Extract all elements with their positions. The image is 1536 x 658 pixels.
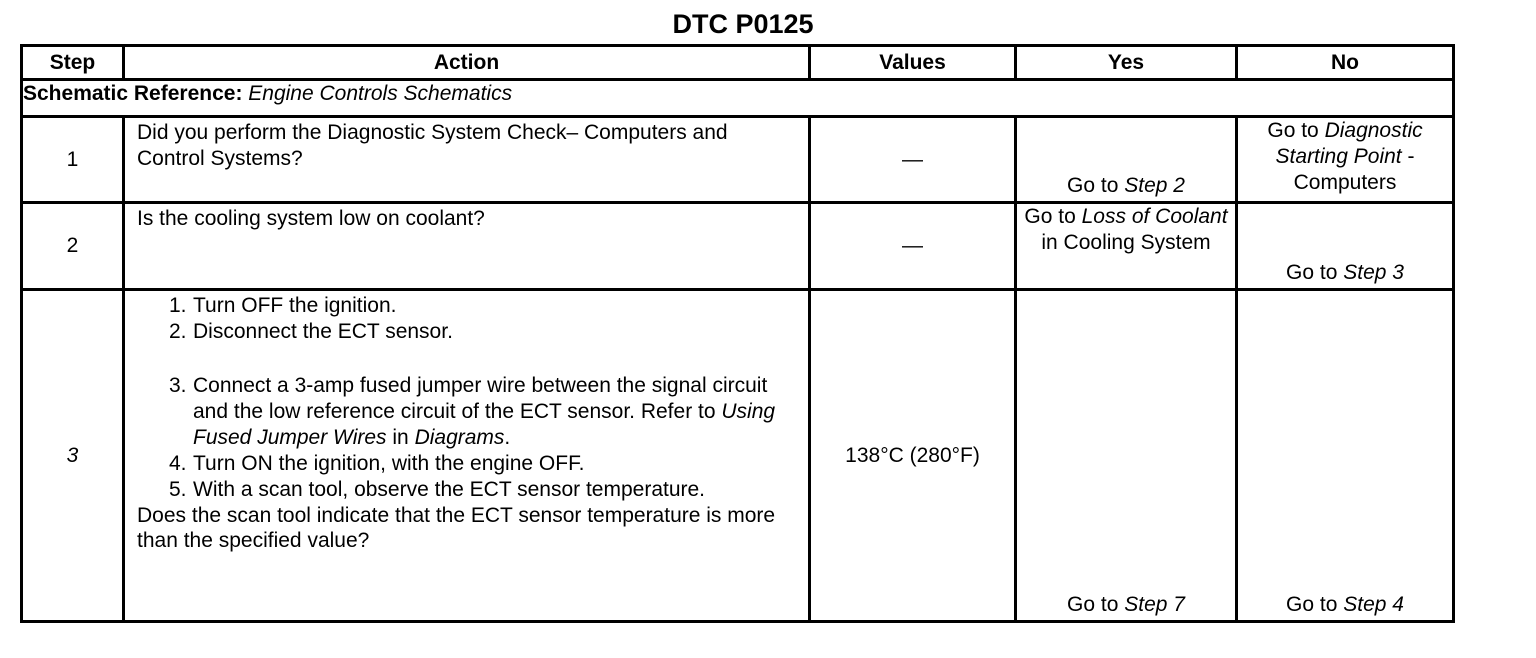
action-text: Is the cooling system low on coolant? <box>124 203 810 290</box>
step-number: 2 <box>22 203 124 290</box>
schematic-reference <box>22 80 1454 117</box>
yes-link-loss-of-coolant[interactable]: Loss of Coolant <box>1081 205 1228 228</box>
substep-text: . <box>504 426 511 449</box>
header-step: Step <box>22 46 124 80</box>
header-yes: Yes <box>1016 46 1237 80</box>
diagnostic-table <box>20 44 1455 623</box>
schematic-reference-label: Schematic Reference: <box>23 82 243 105</box>
no-cell <box>1237 203 1454 290</box>
yes-text: Go to <box>1024 205 1082 228</box>
yes-cell <box>1016 203 1237 290</box>
no-text-suffix: - Computers <box>1293 145 1415 194</box>
link-using-fused-jumper-wires[interactable]: Using Fused Jumper Wires <box>193 400 776 449</box>
table-row <box>22 203 1454 290</box>
yes-cell <box>1016 290 1237 622</box>
substep-item <box>157 373 798 451</box>
spacer <box>157 345 798 373</box>
substep-text: Connect a 3-amp fused jumper wire between the signal circuit and the low reference circuit of the ECT sensor. Refer to <box>193 374 768 423</box>
values-cell: — <box>810 117 1016 203</box>
action-cell <box>124 290 810 622</box>
no-step-link[interactable]: Step 4 <box>1343 593 1404 616</box>
substep-item <box>157 293 798 319</box>
header-values: Values <box>810 46 1016 80</box>
document-title: DTC P0125 <box>672 9 814 39</box>
step-number: 3 <box>22 290 124 622</box>
no-text: Go to <box>1286 593 1344 616</box>
values-cell: — <box>810 203 1016 290</box>
no-text: Go to <box>1267 119 1325 142</box>
substep-item <box>157 319 798 345</box>
yes-text: Go to <box>1067 593 1125 616</box>
yes-step-link[interactable]: Step 7 <box>1124 593 1185 616</box>
substep-number: 4. <box>169 452 187 475</box>
no-link-diagnostic-starting-point[interactable]: Diagnostic Starting Point <box>1275 119 1423 168</box>
substep-text: in <box>386 426 415 449</box>
substep-item <box>157 477 798 503</box>
yes-text-suffix: in Cooling System <box>1041 231 1211 254</box>
schematic-reference-value: Engine Controls Schematics <box>248 82 513 105</box>
header-action: Action <box>124 46 810 80</box>
link-diagrams[interactable]: Diagrams <box>414 426 505 449</box>
substep-item <box>157 451 798 477</box>
table-row <box>22 290 1454 622</box>
table-row <box>22 117 1454 203</box>
substep-number: 3. <box>169 374 187 397</box>
no-cell <box>1237 290 1454 622</box>
substep-text: Turn OFF the ignition. <box>193 294 397 317</box>
substep-text: Disconnect the ECT sensor. <box>193 320 453 343</box>
substep-number: 2. <box>169 320 187 343</box>
substep-text: With a scan tool, observe the ECT sensor temperature. <box>193 478 706 501</box>
no-step-link[interactable]: Step 3 <box>1343 261 1404 284</box>
action-text: Did you perform the Diagnostic System Check– Computers and Control Systems? <box>124 117 810 203</box>
substep-number: 5. <box>169 478 187 501</box>
header-no: No <box>1237 46 1454 80</box>
table-header-row <box>22 46 1454 80</box>
substep-number: 1. <box>169 294 187 317</box>
step-number: 1 <box>22 117 124 203</box>
substep-list <box>137 293 798 503</box>
yes-step-link[interactable]: Step 2 <box>1124 174 1185 197</box>
values-cell: 138°C (280°F) <box>810 290 1016 622</box>
no-text: Go to <box>1286 261 1344 284</box>
yes-cell <box>1016 117 1237 203</box>
substep-text: Turn ON the ignition, with the engine OFF. <box>193 452 585 475</box>
schematic-reference-row <box>22 80 1454 117</box>
yes-text: Go to <box>1067 174 1125 197</box>
question-text: Does the scan tool indicate that the ECT sensor temperature is more than the specified value? <box>137 504 776 552</box>
no-cell <box>1237 117 1454 203</box>
